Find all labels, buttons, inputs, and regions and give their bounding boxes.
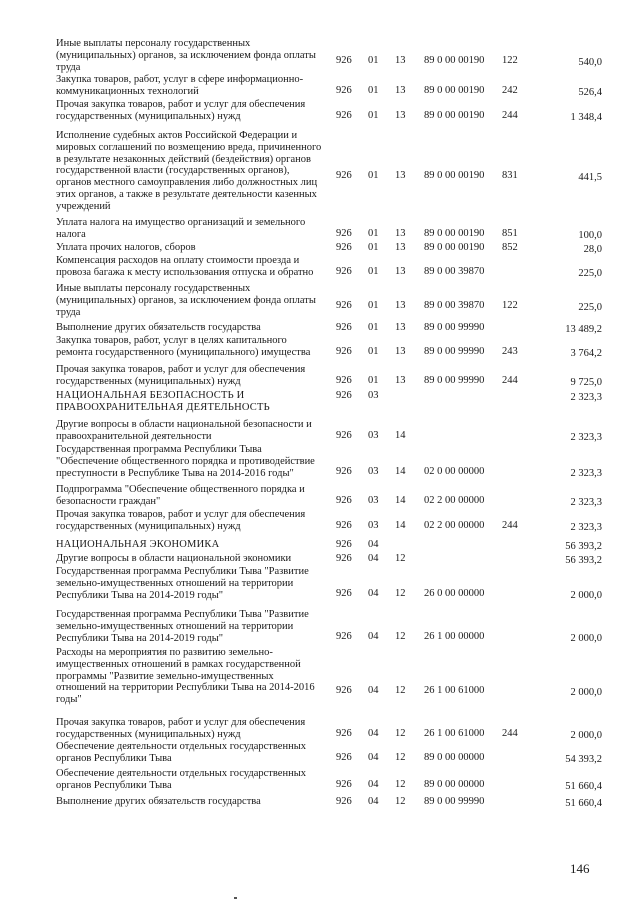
row-name: НАЦИОНАЛЬНАЯ БЕЗОПАСНОСТЬ И ПРАВООХРАНИТЕЛЬНАЯ ДЕЯТЕЛЬНОСТЬ	[56, 390, 270, 413]
target-article-code: 89 0 00 99990	[424, 375, 485, 386]
expense-type-code: 851	[502, 228, 518, 239]
ministry-code: 926	[336, 430, 352, 441]
expense-type-code: 244	[502, 110, 518, 121]
subsection-code: 12	[395, 553, 406, 564]
subsection-code: 12	[395, 752, 406, 763]
section-code: 03	[368, 466, 379, 477]
ministry-code: 926	[336, 228, 352, 239]
row-name: Государственная программа Республики Тыва "Развитие земельно-имущественных отношений на территории Республики Тыва на 2014-2019 годы"	[56, 609, 309, 644]
target-article-code: 89 0 00 99990	[424, 346, 485, 357]
section-code: 01	[368, 242, 379, 253]
target-article-code: 89 0 00 00190	[424, 55, 485, 66]
section-code: 01	[368, 266, 379, 277]
ministry-code: 926	[336, 266, 352, 277]
subsection-code: 13	[395, 346, 406, 357]
target-article-code: 89 0 00 39870	[424, 300, 485, 311]
ministry-code: 926	[336, 322, 352, 333]
amount-cell: 56 393,2	[565, 541, 602, 552]
row-name: Выполнение других обязательств государства	[56, 322, 261, 333]
target-article-code: 89 0 00 39870	[424, 266, 485, 277]
page-number: 146	[570, 861, 590, 876]
section-code: 04	[368, 796, 379, 807]
ministry-code: 926	[336, 752, 352, 763]
row-name: Обеспечение деятельности отдельных государственных органов Республики Тыва	[56, 768, 306, 791]
ministry-code: 926	[336, 796, 352, 807]
row-name: Прочая закупка товаров, работ и услуг для обеспечения государственных (муниципальных) нужд	[56, 509, 306, 532]
subsection-code: 13	[395, 242, 406, 253]
row-name: Исполнение судебных актов Российской Федерации и мировых соглашений по возмещению вреда, причиненного в результате незаконных действий (бездействия) органов государственной власти (государственных органов), органов местного самоуправления либо должностных лиц этих органов, а также в результате деятельности казенных учреждений	[56, 130, 322, 212]
section-code: 03	[368, 520, 379, 531]
subsection-code: 13	[395, 55, 406, 66]
section-code: 01	[368, 300, 379, 311]
amount-cell: 2 323,3	[570, 432, 602, 443]
expense-type-code: 244	[502, 728, 518, 739]
section-code: 01	[368, 228, 379, 239]
ministry-code: 926	[336, 85, 352, 96]
expense-type-code: 852	[502, 242, 518, 253]
section-code: 04	[368, 588, 379, 599]
subsection-code: 13	[395, 300, 406, 311]
row-name: Государственная программа Республики Тыва "Обеспечение общественного порядка и противодействие преступности в Республике Тыва на 2014-2016 годы"	[56, 444, 315, 479]
section-code: 04	[368, 779, 379, 790]
target-article-code: 02 2 00 00000	[424, 520, 485, 531]
row-name: Иные выплаты персоналу государственных (муниципальных) органов, за исключением фонда оплаты труда	[56, 38, 316, 73]
ministry-code: 926	[336, 300, 352, 311]
target-article-code: 89 0 00 00190	[424, 110, 485, 121]
subsection-code: 13	[395, 322, 406, 333]
section-code: 04	[368, 631, 379, 642]
ministry-code: 926	[336, 170, 352, 181]
target-article-code: 26 0 00 00000	[424, 588, 485, 599]
amount-cell: 2 000,0	[570, 633, 602, 644]
section-code: 03	[368, 390, 379, 401]
expense-type-code: 831	[502, 170, 518, 181]
ministry-code: 926	[336, 495, 352, 506]
subsection-code: 14	[395, 430, 406, 441]
subsection-code: 13	[395, 110, 406, 121]
amount-cell: 2 323,3	[570, 497, 602, 508]
row-name: Другие вопросы в области национальной безопасности и правоохранительной деятельности	[56, 419, 312, 442]
expense-type-code: 243	[502, 346, 518, 357]
section-code: 01	[368, 375, 379, 386]
section-code: 01	[368, 110, 379, 121]
target-article-code: 89 0 00 99990	[424, 796, 485, 807]
ministry-code: 926	[336, 539, 352, 550]
section-code: 04	[368, 553, 379, 564]
subsection-code: 13	[395, 266, 406, 277]
section-code: 04	[368, 752, 379, 763]
amount-cell: 540,0	[578, 57, 602, 68]
target-article-code: 26 1 00 61000	[424, 685, 485, 696]
target-article-code: 89 0 00 00190	[424, 170, 485, 181]
ministry-code: 926	[336, 55, 352, 66]
amount-cell: 9 725,0	[570, 377, 602, 388]
subsection-code: 14	[395, 466, 406, 477]
amount-cell: 2 000,0	[570, 687, 602, 698]
amount-cell: 54 393,2	[565, 754, 602, 765]
target-article-code: 89 0 00 00190	[424, 242, 485, 253]
row-name: Закупка товаров, работ, услуг в сфере информационно-коммуникационных технологий	[56, 74, 304, 97]
amount-cell: 100,0	[578, 230, 602, 241]
expense-type-code: 242	[502, 85, 518, 96]
row-name: Прочая закупка товаров, работ и услуг для обеспечения государственных (муниципальных) нужд	[56, 364, 306, 387]
target-article-code: 89 0 00 00190	[424, 228, 485, 239]
row-name: Уплата налога на имущество организаций и земельного налога	[56, 217, 306, 240]
target-article-code: 89 0 00 00190	[424, 85, 485, 96]
subsection-code: 12	[395, 685, 406, 696]
expense-type-code: 244	[502, 520, 518, 531]
row-name: НАЦИОНАЛЬНАЯ ЭКОНОМИКА	[56, 539, 220, 550]
ministry-code: 926	[336, 553, 352, 564]
scan-mark	[234, 897, 237, 899]
expense-type-code: 122	[502, 300, 518, 311]
target-article-code: 02 0 00 00000	[424, 466, 485, 477]
subsection-code: 12	[395, 779, 406, 790]
amount-cell: 51 660,4	[565, 798, 602, 809]
subsection-code: 13	[395, 85, 406, 96]
row-name: Прочая закупка товаров, работ и услуг для обеспечения государственных (муниципальных) нужд	[56, 99, 306, 122]
row-name: Компенсация расходов на оплату стоимости проезда и провоза багажа к месту использования отпуска и обратно	[56, 255, 314, 278]
row-name: Выполнение других обязательств государства	[56, 796, 261, 807]
ministry-code: 926	[336, 728, 352, 739]
target-article-code: 89 0 00 00000	[424, 752, 485, 763]
target-article-code: 02 2 00 00000	[424, 495, 485, 506]
section-code: 01	[368, 346, 379, 357]
row-name: Другие вопросы в области национальной экономики	[56, 553, 292, 564]
section-code: 01	[368, 170, 379, 181]
amount-cell: 441,5	[578, 172, 602, 183]
amount-cell: 1 348,4	[570, 112, 602, 123]
amount-cell: 2 000,0	[570, 730, 602, 741]
section-code: 01	[368, 55, 379, 66]
section-code: 04	[368, 539, 379, 550]
expense-type-code: 122	[502, 55, 518, 66]
section-code: 01	[368, 322, 379, 333]
amount-cell: 225,0	[578, 302, 602, 313]
section-code: 03	[368, 495, 379, 506]
amount-cell: 56 393,2	[565, 555, 602, 566]
target-article-code: 89 0 00 99990	[424, 322, 485, 333]
ministry-code: 926	[336, 685, 352, 696]
amount-cell: 225,0	[578, 268, 602, 279]
row-name: Закупка товаров, работ, услуг в целях капитального ремонта государственного (муниципального) имущества	[56, 335, 311, 358]
subsection-code: 12	[395, 588, 406, 599]
amount-cell: 3 764,2	[570, 348, 602, 359]
ministry-code: 926	[336, 466, 352, 477]
ministry-code: 926	[336, 390, 352, 401]
ministry-code: 926	[336, 520, 352, 531]
ministry-code: 926	[336, 631, 352, 642]
target-article-code: 26 1 00 00000	[424, 631, 485, 642]
subsection-code: 12	[395, 796, 406, 807]
subsection-code: 12	[395, 631, 406, 642]
amount-cell: 28,0	[583, 244, 602, 255]
ministry-code: 926	[336, 346, 352, 357]
amount-cell: 13 489,2	[565, 324, 602, 335]
target-article-code: 26 1 00 61000	[424, 728, 485, 739]
amount-cell: 2 000,0	[570, 590, 602, 601]
subsection-code: 13	[395, 228, 406, 239]
expense-type-code: 244	[502, 375, 518, 386]
amount-cell: 526,4	[578, 87, 602, 98]
ministry-code: 926	[336, 779, 352, 790]
ministry-code: 926	[336, 110, 352, 121]
amount-cell: 2 323,3	[570, 392, 602, 403]
section-code: 04	[368, 728, 379, 739]
section-code: 04	[368, 685, 379, 696]
ministry-code: 926	[336, 375, 352, 386]
row-name: Иные выплаты персоналу государственных (муниципальных) органов, за исключением фонда оплаты труда	[56, 283, 316, 318]
subsection-code: 13	[395, 170, 406, 181]
row-name: Уплата прочих налогов, сборов	[56, 242, 196, 253]
row-name: Подпрограмма "Обеспечение общественного порядка и безопасности граждан"	[56, 484, 305, 507]
row-name: Расходы на мероприятия по развитию земельно-имущественных отношений в рамках государственной программы "Развитие земельно-имущественных отношений на территории Республики Тыва на 2014-2016 годы"	[56, 647, 315, 706]
subsection-code: 13	[395, 375, 406, 386]
ministry-code: 926	[336, 242, 352, 253]
amount-cell: 2 323,3	[570, 522, 602, 533]
row-name: Обеспечение деятельности отдельных государственных органов Республики Тыва	[56, 741, 306, 764]
subsection-code: 14	[395, 495, 406, 506]
subsection-code: 14	[395, 520, 406, 531]
ministry-code: 926	[336, 588, 352, 599]
section-code: 03	[368, 430, 379, 441]
section-code: 01	[368, 85, 379, 96]
amount-cell: 2 323,3	[570, 468, 602, 479]
target-article-code: 89 0 00 00000	[424, 779, 485, 790]
row-name: Государственная программа Республики Тыва "Развитие земельно-имущественных отношений на территории Республики Тыва на 2014-2019 годы"	[56, 566, 309, 601]
subsection-code: 12	[395, 728, 406, 739]
row-name: Прочая закупка товаров, работ и услуг для обеспечения государственных (муниципальных) нужд	[56, 717, 306, 740]
amount-cell: 51 660,4	[565, 781, 602, 792]
